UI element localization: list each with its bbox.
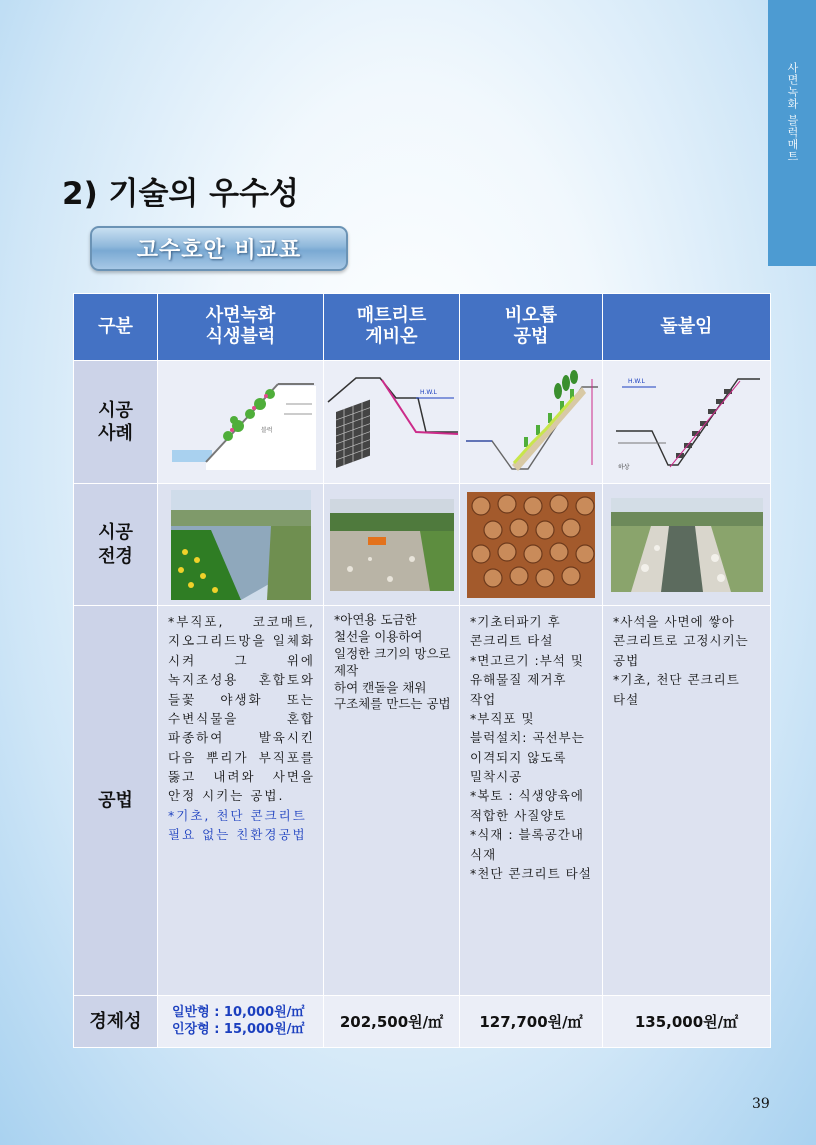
header-category: 구분	[74, 294, 158, 361]
stone-pitching-site-photo	[611, 498, 763, 592]
diagram-label-eco-block: 블럭	[260, 427, 273, 434]
diagram-label-river-bed: 하상	[617, 464, 630, 471]
comparison-table	[73, 293, 771, 1048]
biotope-diagram-cell	[460, 361, 603, 484]
gabion-diagram-cell	[324, 361, 460, 484]
eco-block-cost-tensile: 인장형 : 15,000원/㎡	[172, 1021, 305, 1037]
eco-block-method-highlight: *기초, 천단 콘크리트 필요 없는 친환경공법	[168, 807, 307, 843]
side-chapter-tab	[768, 0, 816, 266]
row-label-example: 시공 사례	[74, 361, 158, 484]
biotope-cost: 127,700원/㎡	[460, 996, 603, 1048]
stone-method-cell	[603, 606, 771, 996]
gabion-method-cell	[324, 606, 460, 996]
method-row	[74, 606, 771, 996]
eco-block-diagram-cell	[158, 361, 324, 484]
row-label-economy: 경제성	[74, 996, 158, 1048]
economy-row	[74, 996, 771, 1048]
stone-pitching-section-diagram	[612, 369, 762, 475]
biotope-photo-cell	[460, 484, 603, 606]
table-title-text: 고수호안 비교표	[136, 238, 302, 263]
section-heading: 2) 기술의 우수성	[62, 176, 299, 212]
diagram-label-water-level-2: H.W.L	[627, 378, 645, 385]
stone-cost: 135,000원/㎡	[603, 996, 771, 1048]
eco-block-method-cell	[158, 606, 324, 996]
header-stone-pitching: 돌붙임	[603, 294, 771, 361]
eco-block-section-diagram	[166, 374, 316, 470]
page-number: 39	[752, 1096, 770, 1112]
gabion-section-diagram	[326, 372, 460, 472]
biotope-section-diagram	[462, 369, 600, 475]
gabion-cost: 202,500원/㎡	[324, 996, 460, 1048]
header-eco-block: 사면녹화 식생블럭	[158, 294, 324, 361]
row-label-method: 공법	[74, 606, 158, 996]
biotope-site-photo	[467, 492, 595, 598]
example-row	[74, 361, 771, 484]
biotope-method-cell	[460, 606, 603, 996]
side-tab-label: 사면녹화 블럭매트	[786, 62, 799, 163]
biotope-method-text: *기초터파기 후 콘크리트 타설 *면고르기 :부석 및 유해물질 제거후 작업 *부직포 및 블럭설치: 곡선부는 이격되지 않도록 밀착시공 *복토 : 식생양육에 적합한 사질양토 *식재 : 블록공간내 식재 *천단 콘크리트 타설	[470, 614, 592, 881]
eco-block-cost-cell	[158, 996, 324, 1048]
eco-block-photo-cell	[158, 484, 324, 606]
photo-row	[74, 484, 771, 606]
stone-diagram-cell	[603, 361, 771, 484]
gabion-method-text: *아연용 도금한 철선을 이용하여 일정한 크기의 망으로 제작 하여 캔돌을 채워 구조체를 만드는 공법	[334, 612, 451, 712]
eco-block-site-photo	[171, 490, 311, 600]
table-title-pill	[90, 226, 348, 271]
gabion-site-photo	[330, 499, 454, 591]
gabion-photo-cell	[324, 484, 460, 606]
eco-block-method-text: *부직포, 코코매트, 지오그리드망을 일체화 시켜 그 위에 녹지조성용 혼합토와 들꽃 야생화 또는 수변식물을 혼합 파종하여 발육시킨 다음 뿌리가 부직포를 뚫고 내려와 사면을 안정 시키는 공법.	[168, 614, 315, 804]
row-label-photo: 시공 전경	[74, 484, 158, 606]
eco-block-cost-standard: 일반형 : 10,000원/㎡	[172, 1004, 305, 1020]
table-header-row	[74, 294, 771, 361]
diagram-label-water-level: H.W.L	[420, 389, 437, 396]
stone-method-text: *사석을 사면에 쌓아 콘크리트로 고정시키는 공법 *기초, 천단 콘크리트 타설	[613, 614, 749, 707]
header-gabion: 매트리트 게비온	[324, 294, 460, 361]
header-biotope: 비오톱 공법	[460, 294, 603, 361]
stone-photo-cell	[603, 484, 771, 606]
